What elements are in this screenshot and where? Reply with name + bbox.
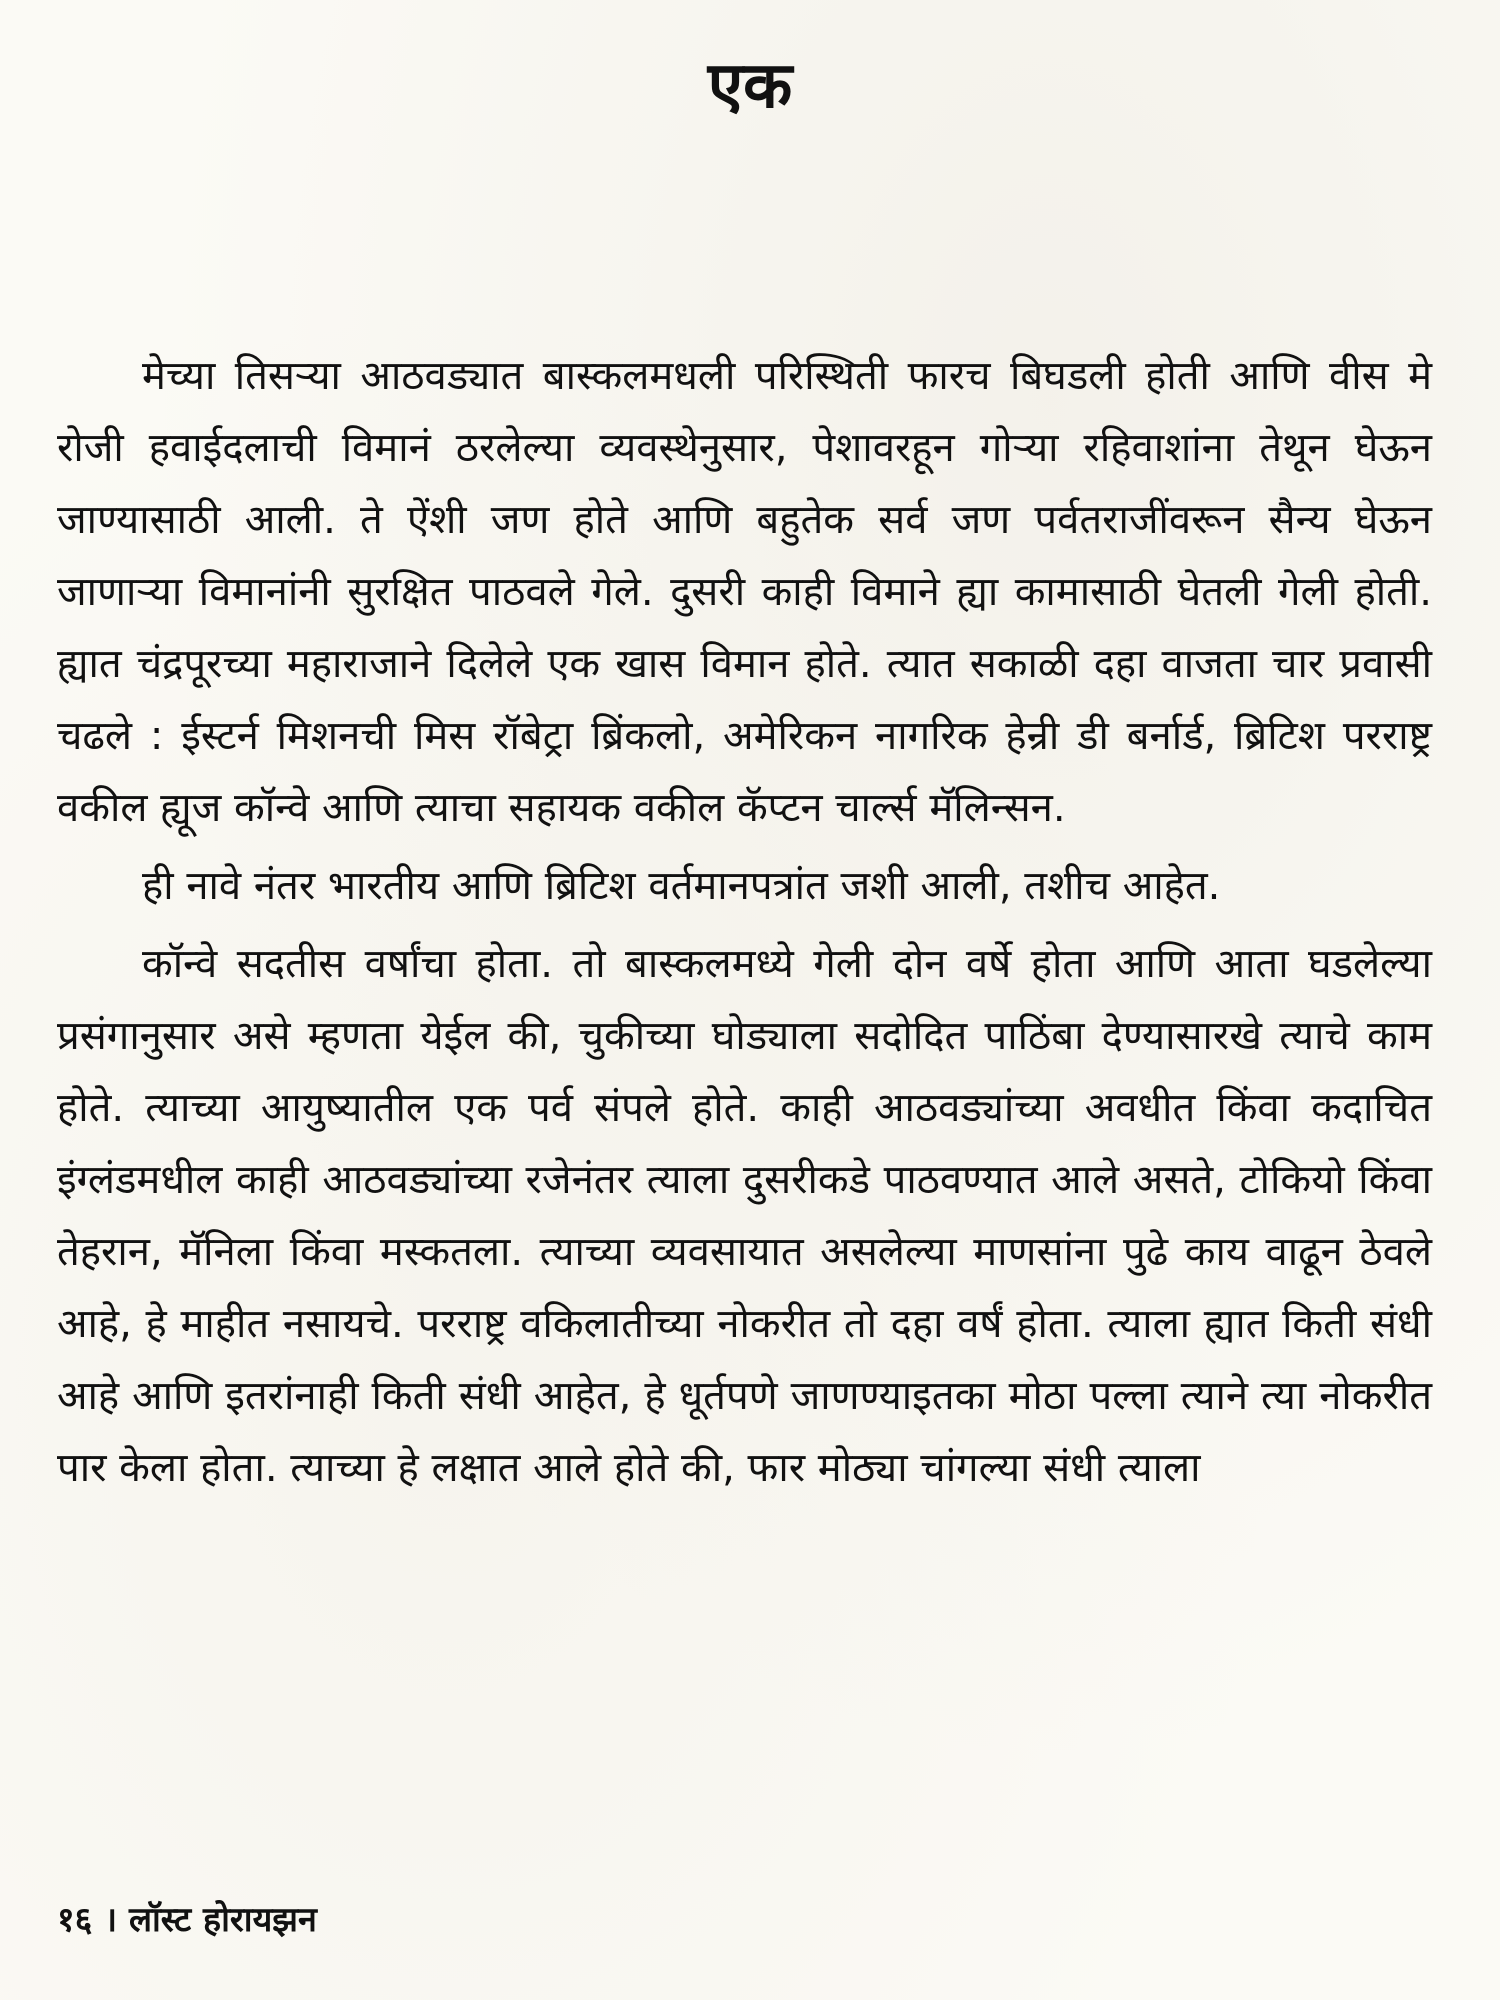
footer-separator: । — [104, 1900, 118, 1940]
chapter-title: एक — [707, 49, 793, 123]
paragraph-1: मेच्या तिसऱ्या आठवड्यात बास्कलमधली परिस्थिती फारच बिघडली होती आणि वीस मे रोजी हवाईदलाची विमानं ठरलेल्या व्यवस्थेनुसार, पेशावरहून गोऱ्या रहिवाशांना तेथून घेऊन जाण्यासाठी आली. ते ऐंशी जण होते आणि बहुतेक सर्व जण पर्वतराजींवरून सैन्य घेऊन जाणाऱ्या विमानांनी सुरक्षित पाठवले गेले. दुसरी काही विमाने ह्या कामासाठी घेतली गेली होती. ह्यात चंद्रपूरच्या महाराजाने दिलेले एक खास विमान होते. त्यात सकाळी दहा वाजता चार प्रवासी चढले : ईस्टर्न मिशनची मिस रॉबेट्रा ब्रिंकलो, अमेरिकन नागरिक हेन्री डी बर्नार्ड, ब्रिटिश परराष्ट्र वकील ह्यूज कॉन्वे आणि त्याचा सहायक वकील कॅप्टन चार्ल्स मॅलिन्सन. — [57, 353, 1432, 831]
paragraph-2: ही नावे नंतर भारतीय आणि ब्रिटिश वर्तमानपत्रांत जशी आली, तशीच आहेत. — [142, 863, 1221, 909]
page-footer — [57, 1900, 317, 1941]
body-text — [57, 340, 1432, 1510]
paragraph-3: कॉन्वे सदतीस वर्षांचा होता. तो बास्कलमध्ये गेली दोन वर्षे होता आणि आता घडलेल्या प्रसंगानुसार असे म्हणता येईल की, चुकीच्या घोड्याला सदोदित पाठिंबा देण्यासारखे त्याचे काम होते. त्याच्या आयुष्यातील एक पर्व संपले होते. काही आठवड्यांच्या अवधीत किंवा कदाचित इंग्लंडमधील काही आठवड्यांच्या रजेनंतर त्याला दुसरीकडे पाठवण्यात आले असते, टोकियो किंवा तेहरान, मॅनिला किंवा मस्कतला. त्याच्या व्यवसायात असलेल्या माणसांना पुढे काय वाढून ठेवले आहे, हे माहीत नसायचे. परराष्ट्र वकिलातीच्या नोकरीत तो दहा वर्षं होता. त्याला ह्यात किती संधी आहे आणि इतरांनाही किती संधी आहेत, हे धूर्तपणे जाणण्याइतका मोठा पल्ला त्याने त्या नोकरीत पार केला होता. त्याच्या हे लक्षात आले होते की, फार मोठ्या चांगल्या संधी त्याला — [57, 941, 1432, 1491]
page-number: १६ — [57, 1900, 93, 1940]
book-title: लॉस्ट होरायझन — [128, 1900, 317, 1940]
